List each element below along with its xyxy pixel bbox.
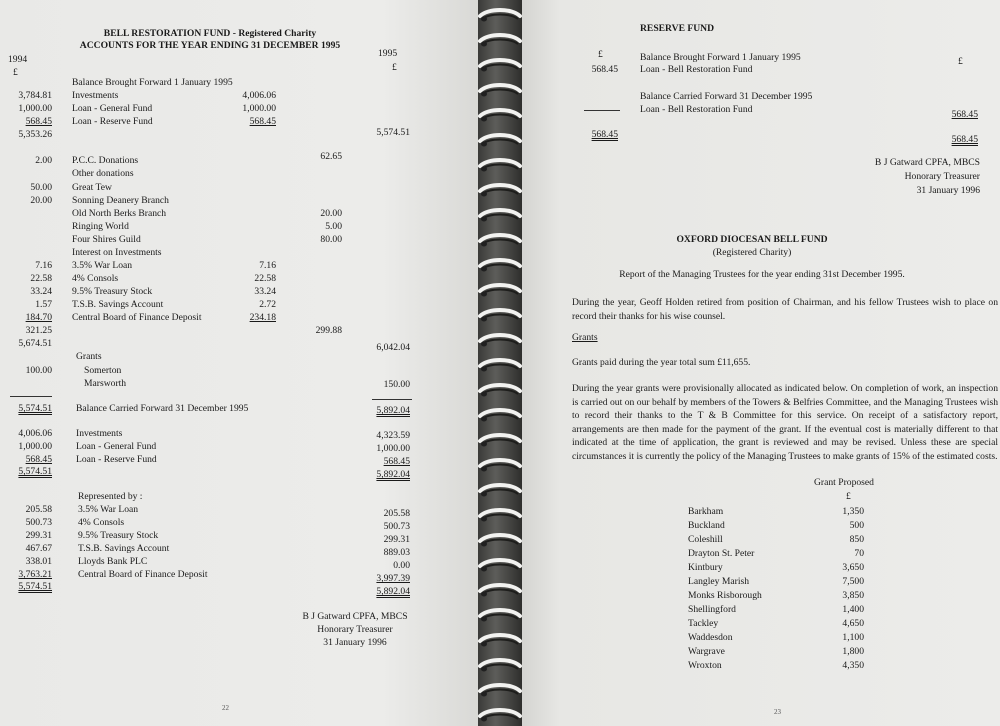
prev-subtotal: 5,674.51 bbox=[18, 338, 52, 349]
income-mid-total: 299.88 bbox=[315, 325, 342, 336]
reserve-prev-total: 568.45 bbox=[591, 129, 618, 140]
grant-place: Coleshill bbox=[688, 534, 723, 545]
odbf-subtitle: (Registered Charity) bbox=[712, 247, 792, 258]
binding-ring bbox=[480, 710, 520, 722]
interest-amt: 234.18 bbox=[249, 312, 276, 323]
reserve-cf-label: Balance Carried Forward 31 December 1995 bbox=[640, 91, 813, 102]
income-mid: 62.65 bbox=[320, 151, 342, 162]
closing-prev: 4,006.06 bbox=[18, 428, 52, 439]
bell-fund-title: BELL RESTORATION FUND - Registered Charity bbox=[103, 28, 317, 39]
binding-ring bbox=[480, 560, 520, 572]
report-heading: Report of the Managing Trustees for the year ending 31st December 1995. bbox=[619, 269, 905, 280]
interest-label: T.S.B. Savings Account bbox=[72, 299, 164, 310]
represented-prev-total: 5,574.51 bbox=[18, 581, 52, 592]
grant-place: Waddesdon bbox=[688, 632, 733, 643]
reserve-loan-label: Loan - Bell Restoration Fund bbox=[640, 64, 753, 75]
represented-label-item: T.S.B. Savings Account bbox=[78, 543, 170, 554]
binding-ring bbox=[480, 635, 520, 647]
grants-heading: Grants bbox=[572, 332, 598, 343]
opening-prev: 1,000.00 bbox=[18, 103, 52, 114]
represented-label-item: Central Board of Finance Deposit bbox=[78, 569, 208, 580]
opening-label: Investments bbox=[72, 90, 119, 101]
grant-amount: 1,800 bbox=[842, 646, 864, 657]
grant-amount: 4,650 bbox=[842, 618, 864, 629]
balance-bf-label: Balance Brought Forward 1 January 1995 bbox=[72, 77, 233, 88]
reserve-amt1: 568.45 bbox=[951, 109, 978, 120]
signature-role: Honorary Treasurer bbox=[904, 171, 980, 182]
grant-place: Wargrave bbox=[688, 646, 725, 657]
spiral-binding bbox=[470, 0, 530, 726]
signature-date: 31 January 1996 bbox=[916, 185, 980, 196]
represented-amt: 0.00 bbox=[393, 560, 410, 571]
grant-amt: 150.00 bbox=[383, 379, 410, 390]
grant-place: Drayton St. Peter bbox=[688, 548, 755, 559]
binding-ring bbox=[480, 135, 520, 147]
income-prev: 20.00 bbox=[30, 195, 52, 206]
binding-ring bbox=[480, 460, 520, 472]
paragraph-grant-policy: During the year grants were provisionally allocated as indicated below. On completion of work, an inspection is carried out on our behalf by members of the Towers & Belfries Committee, and the Managing Trustees wish to record their thanks to the T & B Committee for this service. On receipt of a satisfactory report, arrangements are then made for the payment of the grant. If the eventual cost is materially different to that indicated at the time of application, the grant is reviewed and may be revised. Unless these are special circumstances it is currently the policy of the Managing Trustees to make grants of 15% of the estimated costs. bbox=[572, 383, 998, 462]
represented-amt: 3,997.39 bbox=[376, 573, 410, 584]
grants-label: Grants bbox=[76, 351, 102, 362]
binding-ring bbox=[480, 60, 520, 72]
represented-total: 5,892.04 bbox=[376, 586, 410, 597]
grant-amount: 7,500 bbox=[842, 576, 864, 587]
grant-prev: 100.00 bbox=[25, 365, 52, 376]
closing-prev-total: 5,574.51 bbox=[18, 466, 52, 477]
grant-label: Marsworth bbox=[84, 378, 127, 389]
interest-label: 9.5% Treasury Stock bbox=[72, 286, 153, 297]
reserve-loan-prev: 568.45 bbox=[591, 64, 618, 75]
interest-prev: 1.57 bbox=[35, 299, 52, 310]
binding-ring bbox=[480, 260, 520, 272]
reserve-bf-label: Balance Brought Forward 1 January 1995 bbox=[640, 52, 801, 63]
grant-place: Buckland bbox=[688, 520, 725, 531]
balance-cf-prev: 5,574.51 bbox=[18, 403, 52, 414]
page-number: 23 bbox=[774, 708, 781, 716]
binding-ring bbox=[480, 335, 520, 347]
interest-label: Central Board of Finance Deposit bbox=[72, 312, 202, 323]
income-label: Four Shires Guild bbox=[72, 234, 141, 245]
grant-amount: 500 bbox=[849, 520, 864, 531]
represented-label-item: 4% Consols bbox=[78, 517, 125, 528]
binding-ring bbox=[480, 210, 520, 222]
closing-amt: 4,323.59 bbox=[376, 430, 410, 441]
opening-amt: 4,006.06 bbox=[242, 90, 276, 101]
grant-amount: 1,350 bbox=[842, 506, 864, 517]
income-label: Sonning Deanery Branch bbox=[72, 195, 169, 206]
interest-prev: 22.58 bbox=[30, 273, 52, 284]
rule bbox=[584, 110, 620, 111]
binding-ring bbox=[480, 660, 520, 672]
grant-col-label: Grant Proposed bbox=[814, 477, 874, 488]
binding-ring bbox=[480, 285, 520, 297]
opening-amt: 568.45 bbox=[249, 116, 276, 127]
grant-amount: 70 bbox=[854, 548, 864, 559]
grant-place: Barkham bbox=[688, 506, 724, 517]
represented-prev: 205.58 bbox=[25, 504, 52, 515]
binding-ring bbox=[480, 35, 520, 47]
binding-ring bbox=[480, 310, 520, 322]
col-year-prev: 1994 bbox=[8, 54, 28, 65]
binding-ring bbox=[480, 185, 520, 197]
odbf-title: OXFORD DIOCESAN BELL FUND bbox=[676, 234, 828, 245]
income-mid: 80.00 bbox=[320, 234, 342, 245]
binding-ring bbox=[480, 510, 520, 522]
rule bbox=[10, 396, 52, 397]
binding-ring bbox=[480, 110, 520, 122]
grant-amount: 850 bbox=[849, 534, 864, 545]
left-page bbox=[0, 0, 478, 726]
reserve-fund-title: RESERVE FUND bbox=[640, 23, 715, 34]
closing-label: Loan - Reserve Fund bbox=[76, 454, 157, 465]
grant-place: Wroxton bbox=[688, 660, 722, 671]
grant-place: Kintbury bbox=[688, 562, 723, 573]
accounts-title: ACCOUNTS FOR THE YEAR ENDING 31 DECEMBER 1995 bbox=[79, 40, 341, 51]
interest-prev: 33.24 bbox=[30, 286, 52, 297]
interest-amt: 22.58 bbox=[254, 273, 276, 284]
binding-ring bbox=[480, 235, 520, 247]
income-label: P.C.C. Donations bbox=[72, 155, 139, 166]
represented-amt: 299.31 bbox=[383, 534, 410, 545]
opening-prev-total: 5,353.26 bbox=[18, 129, 52, 140]
signature-role: Honorary Treasurer bbox=[317, 624, 393, 635]
interest-amt: 33.24 bbox=[254, 286, 276, 297]
binding-ring bbox=[480, 535, 520, 547]
grant-place: Langley Marish bbox=[688, 576, 750, 587]
represented-label-item: 3.5% War Loan bbox=[78, 504, 139, 515]
interest-prev: 184.70 bbox=[25, 312, 52, 323]
income-label: Other donations bbox=[72, 168, 134, 179]
opening-prev: 568.45 bbox=[25, 116, 52, 127]
grant-amount: 3,650 bbox=[842, 562, 864, 573]
reserve-currency-cur: £ bbox=[958, 56, 963, 67]
income-label: Old North Berks Branch bbox=[72, 208, 167, 219]
interest-label: 3.5% War Loan bbox=[72, 260, 133, 271]
grant-label: Somerton bbox=[84, 365, 122, 376]
represented-prev: 500.73 bbox=[25, 517, 52, 528]
right-page bbox=[522, 0, 1000, 726]
represented-amt: 500.73 bbox=[383, 521, 410, 532]
cur-subtotal: 6,042.04 bbox=[376, 342, 410, 353]
reserve-loan2-label: Loan - Bell Restoration Fund bbox=[640, 104, 753, 115]
binding-ring bbox=[480, 685, 520, 697]
binding-ring bbox=[480, 85, 520, 97]
reserve-currency: £ bbox=[598, 49, 603, 60]
paragraph-chairman: During the year, Geoff Holden retired from position of Chairman, and his fellow Trustees wish to place on record their thanks for his wise counsel. bbox=[572, 297, 998, 322]
signature-name: B J Gatward CPFA, MBCS bbox=[302, 611, 408, 622]
grant-amount: 1,400 bbox=[842, 604, 864, 615]
balance-cf-label: Balance Carried Forward 31 December 1995 bbox=[76, 403, 249, 414]
binding-ring bbox=[480, 10, 520, 22]
represented-prev: 299.31 bbox=[25, 530, 52, 541]
binding-ring bbox=[480, 435, 520, 447]
paragraph-grants-total: Grants paid during the year total sum £11,655. bbox=[572, 357, 751, 368]
col-currency-cur: £ bbox=[392, 62, 397, 73]
signature-name: B J Gatward CPFA, MBCS bbox=[874, 157, 980, 168]
closing-prev: 568.45 bbox=[25, 454, 52, 465]
grant-amount: 4,350 bbox=[842, 660, 864, 671]
represented-label: Represented by : bbox=[78, 491, 143, 502]
closing-amt: 1,000.00 bbox=[376, 443, 410, 454]
represented-label-item: 9.5% Treasury Stock bbox=[78, 530, 159, 541]
represented-amt: 205.58 bbox=[383, 508, 410, 519]
income-prev: 2.00 bbox=[35, 155, 52, 166]
grant-col-currency: £ bbox=[846, 491, 851, 502]
represented-label-item: Lloyds Bank PLC bbox=[78, 556, 148, 567]
represented-prev: 467.67 bbox=[25, 543, 52, 554]
interest-amt: 7.16 bbox=[259, 260, 276, 271]
closing-amt: 568.45 bbox=[383, 456, 410, 467]
grant-amount: 3,850 bbox=[842, 590, 864, 601]
reserve-total: 568.45 bbox=[951, 134, 978, 145]
opening-label: Loan - General Fund bbox=[72, 103, 153, 114]
col-year-cur: 1995 bbox=[378, 48, 398, 59]
binding-ring bbox=[480, 410, 520, 422]
binding-ring bbox=[480, 585, 520, 597]
binding-ring bbox=[480, 160, 520, 172]
income-mid: 5.00 bbox=[325, 221, 342, 232]
closing-prev: 1,000.00 bbox=[18, 441, 52, 452]
rule bbox=[372, 399, 412, 400]
opening-amt: 1,000.00 bbox=[242, 103, 276, 114]
opening-total: 5,574.51 bbox=[376, 127, 410, 138]
signature-date: 31 January 1996 bbox=[323, 637, 387, 648]
closing-total: 5,892.04 bbox=[376, 469, 410, 480]
grant-amount: 1,100 bbox=[842, 632, 864, 643]
represented-prev: 3,763.21 bbox=[18, 569, 52, 580]
represented-prev: 338.01 bbox=[25, 556, 52, 567]
binding-ring bbox=[480, 610, 520, 622]
grant-place: Tackley bbox=[688, 618, 719, 629]
interest-amt: 2.72 bbox=[259, 299, 276, 310]
represented-amt: 889.03 bbox=[383, 547, 410, 558]
grant-place: Shellingford bbox=[688, 604, 736, 615]
closing-label: Loan - General Fund bbox=[76, 441, 157, 452]
opening-label: Loan - Reserve Fund bbox=[72, 116, 153, 127]
opening-prev: 3,784.81 bbox=[18, 90, 52, 101]
interest-prev: 7.16 bbox=[35, 260, 52, 271]
grant-place: Monks Risborough bbox=[688, 590, 762, 601]
interest-label: 4% Consols bbox=[72, 273, 119, 284]
income-prev: 50.00 bbox=[30, 182, 52, 193]
closing-label: Investments bbox=[76, 428, 123, 439]
income-mid: 20.00 bbox=[320, 208, 342, 219]
income-prev-total: 321.25 bbox=[25, 325, 52, 336]
binding-ring bbox=[480, 360, 520, 372]
col-currency-prev: £ bbox=[13, 67, 18, 78]
balance-cf-cur: 5,892.04 bbox=[376, 405, 410, 416]
income-label: Ringing World bbox=[72, 221, 129, 232]
binding-ring bbox=[480, 385, 520, 397]
income-label: Interest on Investments bbox=[72, 247, 162, 258]
binding-ring bbox=[480, 485, 520, 497]
page-number: 22 bbox=[222, 704, 229, 712]
income-label: Great Tew bbox=[72, 182, 112, 193]
